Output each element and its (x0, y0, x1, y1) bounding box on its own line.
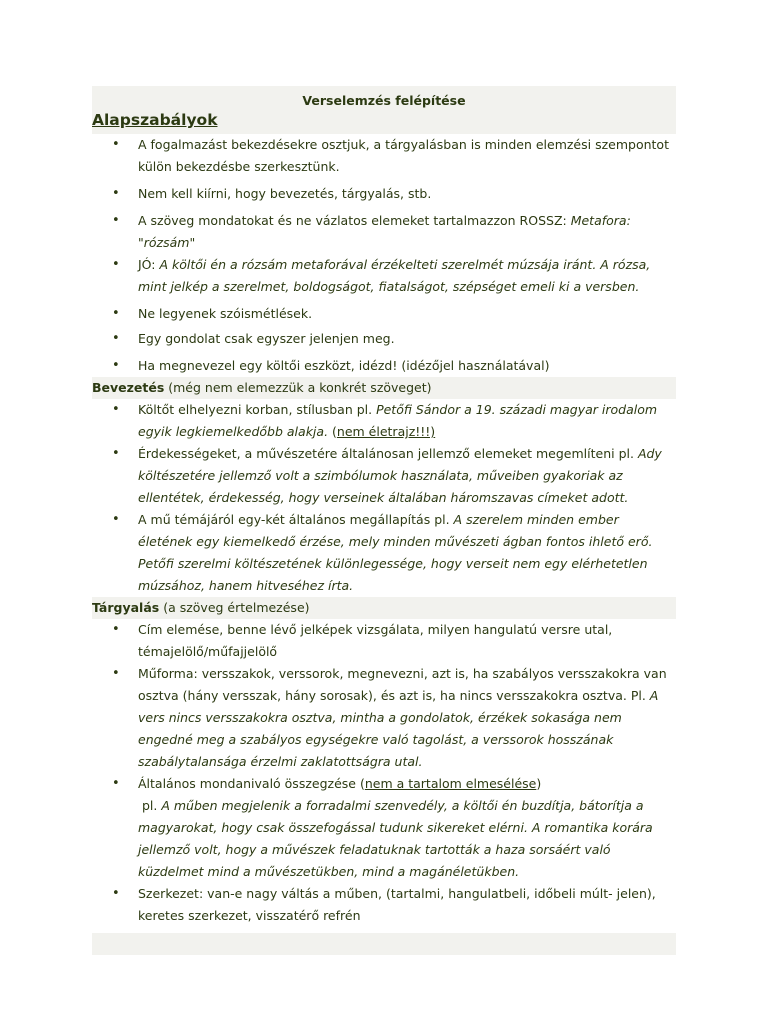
item-text: Ne legyenek szóismétlések. (138, 306, 313, 321)
list-item (92, 328, 676, 350)
list-item (92, 303, 676, 325)
list-item (92, 443, 676, 509)
item-italic: A költői én a rózsám metaforával érzékelteti szerelmét múzsája iránt. A rózsa, mint jelkép a szerelmet, boldogságot, fiatalságot, szépséget emeli ki a versben. (138, 257, 651, 294)
item-italic: A szerelem minden ember életének egy kiemelkedő érzése, mely minden művészeti ágban fontos ihlető erő. Petőfi szerelmi költészetének különlegessége, hogy verseit nem egy elérhetetlen múzsához, hanem hitveséhez írta. (138, 512, 653, 593)
section-heading-note: (még nem elemezzük a konkrét szöveget) (164, 380, 432, 395)
list-item (92, 355, 676, 377)
item-text: Szerkezet: van-e nagy váltás a műben, (tartalmi, hangulatbeli, időbeli múlt- jelen), keretes szerkezet, visszatérő refrén (138, 886, 656, 923)
list-item (92, 210, 676, 254)
item-underline: nem életrajz!!!) (336, 424, 436, 439)
section-heading-note: (a szöveg értelmezése) (159, 600, 310, 615)
item-text: A mű témájáról egy-két általános megállapítás pl. (138, 512, 454, 527)
list-item (92, 663, 676, 773)
section-heading-alapszabalyok: Alapszabályok (92, 111, 218, 129)
item-text: Nem kell kiírni, hogy bevezetés, tárgyalás, stb. (138, 186, 432, 201)
item-text: A fogalmazást bekezdésekre osztjuk, a tárgyalásban is minden elemzési szempontot külön bekezdésbe szerkesztünk. (138, 137, 669, 174)
section-heading-targyalas (92, 597, 676, 619)
item-text: JÓ: (138, 257, 160, 272)
item-text-line2: pl. (138, 798, 162, 813)
item-italic: Metafora: "rózsám" (138, 213, 631, 250)
item-italic: A műben megjelenik a forradalmi szenvedély, a költői én buzdítja, bátorítja a magyarokat, hogy csak összefogással tudunk sikereket elérni. A romantika korára jellemző volt, hogy a művészek feladatuknak tartották a haza sorsáért való küzdelmet mind a művészetükben, mind a magánéletükben. (138, 798, 653, 879)
list-item (92, 134, 676, 178)
list-item (92, 619, 676, 663)
section-heading-label: Tárgyalás (92, 600, 160, 615)
list-item (92, 773, 676, 883)
item-text: Cím elemése, benne lévő jelképek vizsgálata, milyen hangulatú versre utal, témajelölő/műfajjelölő (138, 622, 613, 659)
item-italic: A vers nincs versszakokra osztva, mintha a gondolatok, érzékek sokasága nem engedné meg a szabályos egységekre való tagolást, a verssorok hosszának szabálytalansága érzelmi zaklatottságra utal. (138, 688, 659, 769)
item-text: Ha megnevezel egy költői eszközt, idézd! (idézőjel használatával) (138, 358, 550, 373)
item-italic: Ady költészetére jellemző volt a szimbólumok használata, műveiben gyakoriak az ellentétek, érdekesség, hogy verseinek általában háromszavas címeket adott. (138, 446, 662, 505)
item-text-tail: ) (536, 776, 542, 791)
item-text: Egy gondolat csak egyszer jelenjen meg. (138, 331, 395, 346)
footer-band (92, 933, 676, 955)
section-heading-label: Bevezetés (92, 380, 165, 395)
document-page (92, 86, 676, 955)
item-underline: nem a tartalom elmesélése (364, 776, 537, 791)
title-band (92, 86, 676, 134)
item-text: Műforma: versszakok, verssorok, megnevezni, azt is, ha szabályos versszakokra van osztva (hány versszak, hány sorosak), és azt is, ha nincs versszakokra osztva. Pl. (138, 666, 667, 703)
list-item (92, 399, 676, 443)
item-text: Költőt elhelyezni korban, stílusban pl. (138, 402, 377, 417)
item-text-tail: ( (328, 424, 337, 439)
list-bevezetes (92, 399, 676, 597)
item-text: A szöveg mondatokat és ne vázlatos elemeket tartalmazzon ROSSZ: (138, 213, 571, 228)
item-italic: Petőfi Sándor a 19. századi magyar irodalom egyik legkiemelkedőbb alakja. (138, 402, 658, 439)
list-targyalas (92, 619, 676, 927)
item-text: Általános mondanivaló összegzése ( (138, 776, 365, 791)
page-title: Verselemzés felépítése (302, 93, 466, 108)
list-item (92, 254, 676, 298)
list-alapszabalyok (92, 134, 676, 377)
list-item (92, 509, 676, 597)
section-heading-bevezetes (92, 377, 676, 399)
list-item (92, 183, 676, 205)
list-item (92, 883, 676, 927)
item-text: Érdekességeket, a művészetére általánosan jellemző elemeket megemlíteni pl. (138, 446, 638, 461)
